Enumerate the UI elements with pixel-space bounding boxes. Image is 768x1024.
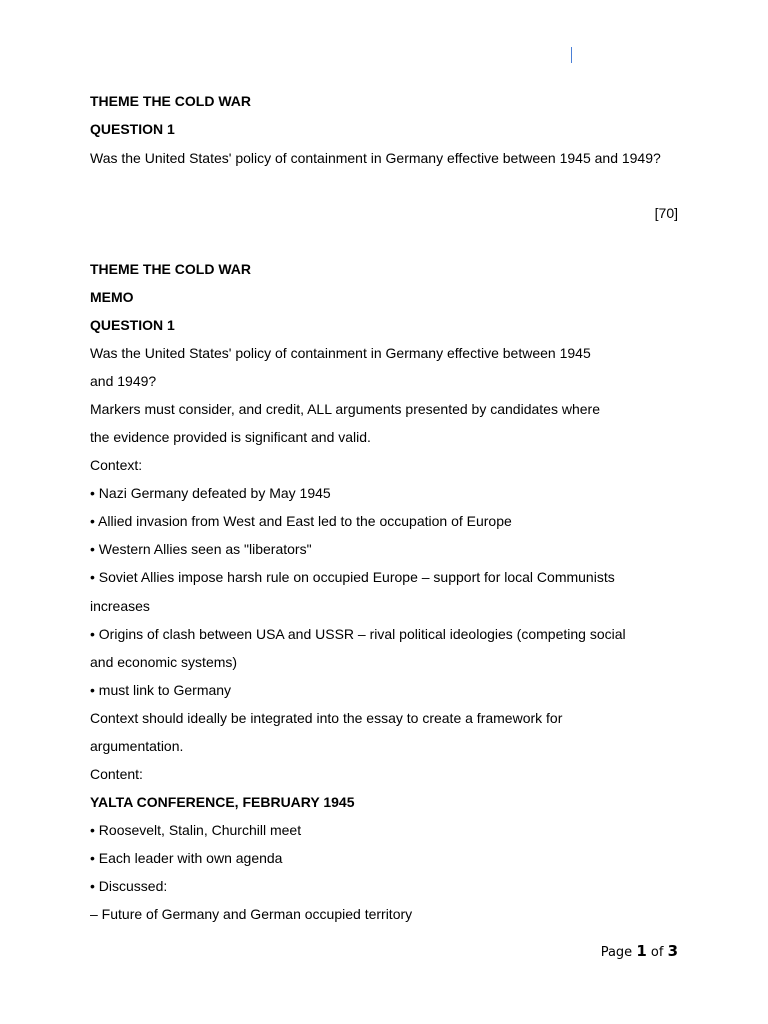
question-text: Was the United States' policy of containment in Germany effective between 1945 and 1949?	[90, 150, 661, 166]
memo-line: Context should ideally be integrated into the essay to create a framework for	[90, 710, 563, 726]
marks-allocation: [70]	[654, 205, 678, 221]
page-number-footer	[601, 941, 678, 963]
of-word: of	[650, 945, 664, 960]
memo-theme-heading: THEME THE COLD WAR	[90, 261, 251, 277]
total-pages-number: 3	[667, 942, 678, 960]
content-line: • Each leader with own agenda	[90, 850, 283, 866]
memo-line: and economic systems)	[90, 654, 238, 670]
memo-line: • Allied invasion from West and East led to the occupation of Europe	[90, 513, 512, 529]
yalta-subheading: YALTA CONFERENCE, FEBRUARY 1945	[90, 794, 355, 810]
text-cursor	[571, 47, 572, 63]
memo-line: Content:	[90, 766, 143, 782]
memo-line: the evidence provided is significant and valid.	[90, 429, 371, 445]
theme-heading: THEME THE COLD WAR	[90, 93, 251, 109]
memo-line: Context:	[90, 457, 143, 473]
memo-line: argumentation.	[90, 738, 184, 754]
memo-line: • Origins of clash between USA and USSR – rival political ideologies (competing social	[90, 626, 626, 642]
content-line: • Discussed:	[90, 878, 168, 894]
memo-line: Markers must consider, and credit, ALL arguments presented by candidates where	[90, 401, 600, 417]
memo-line: • Nazi Germany defeated by May 1945	[90, 485, 331, 501]
content-line: – Future of Germany and German occupied territory	[90, 906, 413, 922]
memo-line: Was the United States' policy of containment in Germany effective between 1945	[90, 345, 591, 361]
memo-label: MEMO	[90, 289, 134, 305]
memo-line: • must link to Germany	[90, 682, 232, 698]
question-label: QUESTION 1	[90, 121, 175, 137]
page-word: Page	[600, 945, 633, 960]
memo-line: increases	[90, 598, 150, 614]
current-page-number: 1	[636, 942, 647, 960]
memo-question-label: QUESTION 1	[90, 317, 175, 333]
memo-line: • Soviet Allies impose harsh rule on occupied Europe – support for local Communists	[90, 569, 615, 585]
content-line: • Roosevelt, Stalin, Churchill meet	[90, 822, 302, 838]
memo-line: • Western Allies seen as "liberators"	[90, 541, 312, 557]
memo-line: and 1949?	[90, 373, 157, 389]
